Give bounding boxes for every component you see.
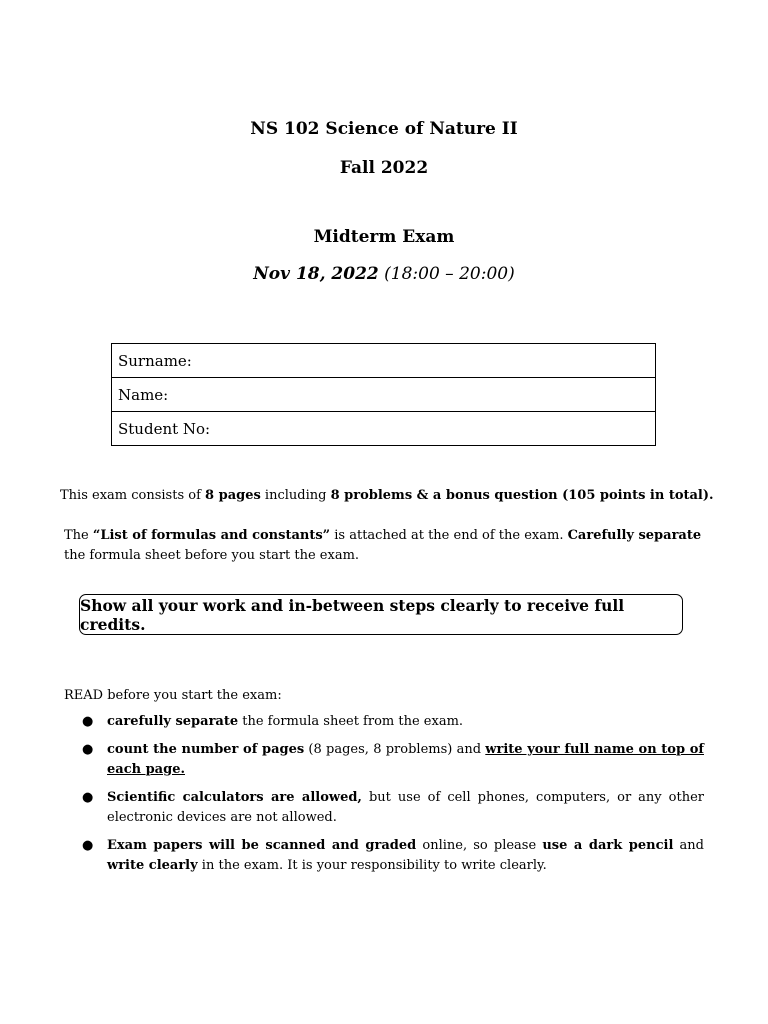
table-row — [112, 412, 656, 446]
student-id-table — [111, 343, 656, 446]
formula-list-name: “List of formulas and constants” — [92, 528, 331, 543]
surname-field[interactable]: Surname: — [112, 344, 656, 378]
text-run: Exam papers will be scanned and graded — [107, 838, 417, 853]
table-row — [112, 344, 656, 378]
text-run: carefully separate — [107, 714, 239, 729]
text-run: write your full name on top of each page. — [107, 742, 704, 777]
exam-time: (18:00 – 20:00) — [384, 264, 515, 284]
text-run: including — [260, 488, 331, 503]
text-run: is attached at the end of the exam. — [330, 528, 568, 543]
text-run: but use of cell phones, computers, or any other electronic devices are not allowed. — [107, 790, 704, 825]
bullet-icon: ● — [82, 714, 94, 729]
term-title: Fall 2022 — [339, 158, 429, 178]
text-run: write clearly — [107, 858, 198, 873]
instruction-list — [64, 712, 704, 884]
list-item — [64, 788, 704, 828]
separate-emphasis: Carefully separate — [567, 528, 702, 543]
table-row — [112, 378, 656, 412]
text-run: count the number of pages — [107, 742, 305, 757]
text-run: use a dark pencil — [542, 838, 674, 853]
bullet-icon: ● — [82, 838, 94, 853]
exam-info-paragraph — [60, 486, 720, 506]
text-run: This exam consists of — [60, 488, 206, 503]
text-run: the formula sheet before you start the exam. — [64, 548, 360, 563]
text-run: The — [64, 528, 93, 543]
text-run: (8 pages, 8 problems) and — [304, 742, 486, 757]
list-item — [64, 740, 704, 780]
exam-title: Midterm Exam — [313, 227, 455, 247]
text-run: online, so please — [416, 838, 543, 853]
name-field[interactable]: Name: — [112, 378, 656, 412]
bullet-icon: ● — [82, 742, 94, 757]
problem-count: 8 problems & a bonus question (105 points in total). — [330, 488, 714, 503]
bullet-icon: ● — [82, 790, 94, 805]
list-item — [64, 836, 704, 876]
text-run: Scientific calculators are allowed, — [107, 790, 362, 805]
formula-sheet-paragraph — [64, 526, 704, 566]
text-run: the formula sheet from the exam. — [238, 714, 464, 729]
exam-date: Nov 18, 2022 — [253, 264, 379, 284]
text-run: and — [673, 838, 705, 853]
read-section-title: READ before you start the exam: — [64, 688, 282, 703]
show-work-callout: Show all your work and in-between steps clearly to receive full credits. — [79, 594, 683, 635]
page-count: 8 pages — [205, 488, 261, 503]
exam-datetime — [0, 263, 768, 285]
list-item — [64, 712, 704, 732]
text-run: in the exam. It is your responsibility to write clearly. — [197, 858, 547, 873]
course-title: NS 102 Science of Nature II — [250, 119, 518, 139]
student-no-field[interactable]: Student No: — [112, 412, 656, 446]
